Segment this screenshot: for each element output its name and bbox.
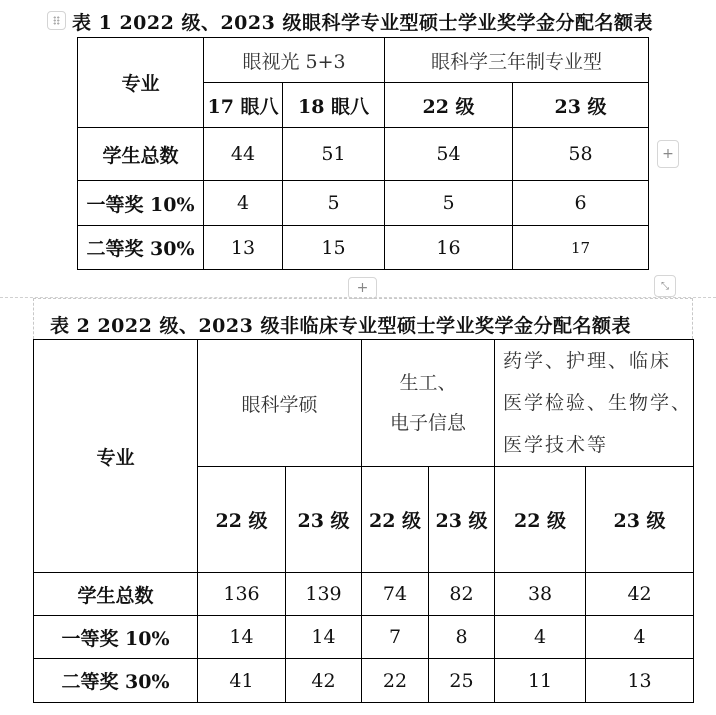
resize-button[interactable] (654, 275, 676, 297)
table-cell: 8 (429, 616, 495, 659)
row-label: 一等奖 10% (78, 181, 204, 226)
table-cell: 25 (429, 659, 495, 703)
table-cell: 74 (362, 573, 429, 616)
drag-handle[interactable] (47, 11, 66, 30)
table2-subcolumn-header: 23 级 (429, 467, 495, 573)
table1-subcolumn-header: 17 眼八 (204, 83, 283, 128)
group-label-line: 电子信息 (390, 412, 467, 434)
table-cell: 13 (586, 659, 694, 703)
table1-subcolumn-header: 18 眼八 (283, 83, 385, 128)
resize-icon: ⤡ (661, 280, 669, 292)
table-cell: 4 (204, 181, 283, 226)
table-cell: 54 (385, 128, 513, 181)
table1 (77, 37, 649, 270)
add-row-button[interactable] (348, 277, 377, 299)
table-cell: 4 (495, 616, 586, 659)
table-cell: 42 (586, 573, 694, 616)
table-cell: 14 (286, 616, 362, 659)
table2-title: 表 2 2022 级、2023 级非临床专业型硕士学业奖学金分配名额表 (50, 315, 631, 337)
table2-subcolumn-header: 23 级 (586, 467, 694, 573)
table1-group-header: 眼科学三年制专业型 (385, 38, 649, 83)
table1-title: 表 1 2022 级、2023 级眼科学专业型硕士学业奖学金分配名额表 (72, 12, 653, 34)
table-cell: 82 (429, 573, 495, 616)
row-label: 二等奖 30% (34, 659, 198, 703)
table1-subcolumn-header: 23 级 (513, 83, 649, 128)
table-cell: 22 (362, 659, 429, 703)
table-cell: 41 (198, 659, 286, 703)
table2 (33, 339, 694, 703)
row-label: 学生总数 (34, 573, 198, 616)
table-row (78, 128, 649, 181)
row-label: 一等奖 10% (34, 616, 198, 659)
group-label-line: 药学、护理、临床 (503, 350, 672, 372)
table-cell: 58 (513, 128, 649, 181)
table-cell: 4 (586, 616, 694, 659)
table-cell: 14 (198, 616, 286, 659)
table-cell: 136 (198, 573, 286, 616)
table1-group-header: 眼视光 5+3 (204, 38, 385, 83)
table1-subcolumn-header: 22 级 (385, 83, 513, 128)
table2-subcolumn-header: 23 级 (286, 467, 362, 573)
table-row (34, 616, 694, 659)
table-cell: 17 (513, 226, 649, 270)
add-column-button[interactable] (657, 140, 679, 168)
table2-corner-header: 专业 (34, 340, 198, 573)
table2-subcolumn-header: 22 级 (495, 467, 586, 573)
table-cell: 11 (495, 659, 586, 703)
group-label-line: 医学检验、生物学、 (503, 392, 693, 414)
table-row (34, 659, 694, 703)
table-cell: 38 (495, 573, 586, 616)
grip-icon (53, 16, 60, 25)
table-cell: 44 (204, 128, 283, 181)
row-label: 学生总数 (78, 128, 204, 181)
plus-icon: + (662, 146, 674, 162)
table-cell: 5 (283, 181, 385, 226)
table-cell: 139 (286, 573, 362, 616)
table-cell: 16 (385, 226, 513, 270)
row-label: 二等奖 30% (78, 226, 204, 270)
table2-subcolumn-header: 22 级 (362, 467, 429, 573)
group-label-line: 生工、 (399, 372, 457, 394)
table-cell: 7 (362, 616, 429, 659)
table-cell: 42 (286, 659, 362, 703)
table2-group-header (495, 340, 694, 467)
table-row (78, 181, 649, 226)
table-cell: 15 (283, 226, 385, 270)
table2-group-header (362, 340, 495, 467)
table-row (34, 573, 694, 616)
table1-corner-header: 专业 (78, 38, 204, 128)
table-cell: 5 (385, 181, 513, 226)
table-cell: 51 (283, 128, 385, 181)
group-label-line: 医学技术等 (503, 434, 609, 456)
table2-group-header: 眼科学硕 (198, 340, 362, 467)
table2-subcolumn-header: 22 级 (198, 467, 286, 573)
table-cell: 13 (204, 226, 283, 270)
table-row (78, 226, 649, 270)
table-cell: 6 (513, 181, 649, 226)
plus-icon: + (356, 280, 369, 296)
